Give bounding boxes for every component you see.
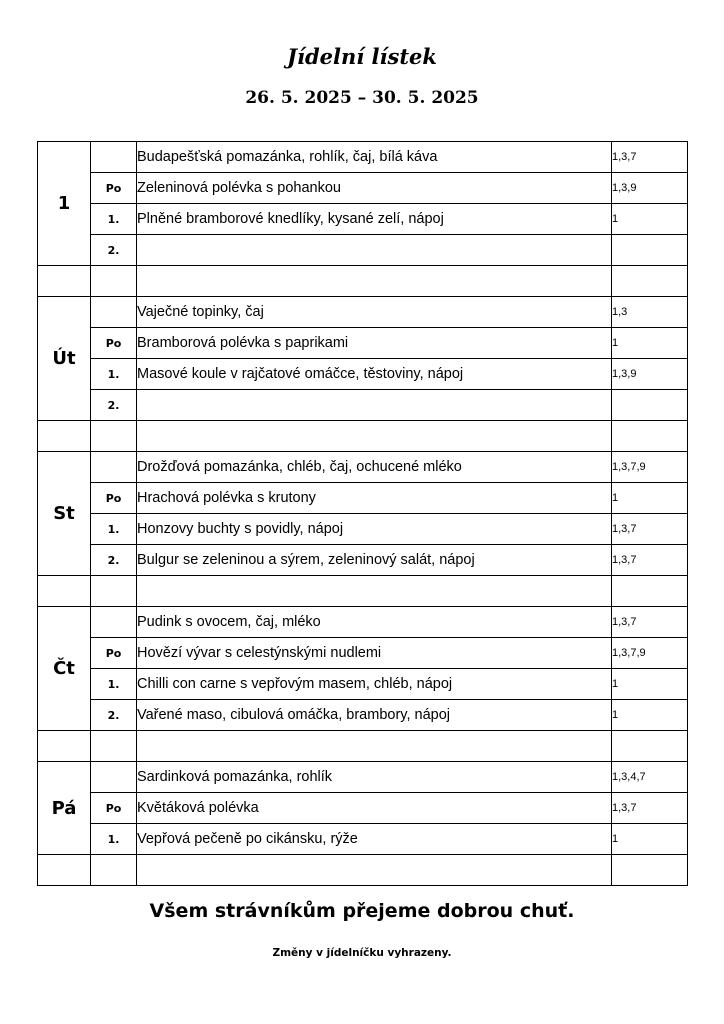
separator-row — [38, 421, 688, 452]
dish-name: Vepřová pečeně po cikánsku, rýže — [137, 824, 612, 855]
empty-cell — [612, 266, 688, 297]
table-row — [38, 638, 688, 669]
table-row — [38, 669, 688, 700]
dish-name: Hrachová polévka s krutony — [137, 483, 612, 514]
allergen-codes: 1 — [612, 669, 688, 700]
empty-cell — [38, 731, 91, 762]
allergen-codes: 1,3,7,9 — [612, 452, 688, 483]
allergen-codes — [612, 390, 688, 421]
empty-cell — [38, 576, 91, 607]
day-label: Út — [38, 297, 91, 421]
table-row — [38, 235, 688, 266]
course-type — [91, 452, 137, 483]
empty-cell — [91, 855, 137, 886]
table-row — [38, 452, 688, 483]
empty-cell — [612, 576, 688, 607]
dish-name: Hovězí vývar s celestýnskými nudlemi — [137, 638, 612, 669]
dish-name: Masové koule v rajčatové omáčce, těstoviny, nápoj — [137, 359, 612, 390]
course-type: Po — [91, 328, 137, 359]
allergen-codes — [612, 235, 688, 266]
day-label: Čt — [38, 607, 91, 731]
course-type: 1. — [91, 204, 137, 235]
allergen-codes: 1,3,7,9 — [612, 638, 688, 669]
table-row — [38, 514, 688, 545]
empty-cell — [38, 855, 91, 886]
menu-table — [37, 141, 688, 886]
course-type: Po — [91, 638, 137, 669]
empty-cell — [137, 421, 612, 452]
table-row — [38, 173, 688, 204]
allergen-codes: 1,3,7 — [612, 142, 688, 173]
course-type: 1. — [91, 359, 137, 390]
dish-name: Plněné bramborové knedlíky, kysané zelí, nápoj — [137, 204, 612, 235]
empty-cell — [137, 731, 612, 762]
dish-name: Chilli con carne s vepřovým masem, chléb, nápoj — [137, 669, 612, 700]
table-row — [38, 204, 688, 235]
table-row — [38, 545, 688, 576]
course-type: 1. — [91, 669, 137, 700]
allergen-codes: 1 — [612, 700, 688, 731]
allergen-codes: 1,3,7 — [612, 793, 688, 824]
day-label: Pá — [38, 762, 91, 855]
day-label: 1 — [38, 142, 91, 266]
course-type: Po — [91, 173, 137, 204]
dish-name: Budapešťská pomazánka, rohlík, čaj, bílá káva — [137, 142, 612, 173]
dish-name — [137, 390, 612, 421]
course-type: Po — [91, 483, 137, 514]
course-type — [91, 297, 137, 328]
table-row — [38, 483, 688, 514]
dish-name: Zeleninová polévka s pohankou — [137, 173, 612, 204]
empty-cell — [612, 421, 688, 452]
day-label: St — [38, 452, 91, 576]
allergen-codes: 1 — [612, 204, 688, 235]
allergen-codes: 1,3,9 — [612, 359, 688, 390]
course-type — [91, 607, 137, 638]
footer-greeting: Všem strávníkům přejeme dobrou chuť. — [149, 900, 575, 922]
course-type: 2. — [91, 390, 137, 421]
allergen-codes: 1,3,7 — [612, 514, 688, 545]
course-type: 1. — [91, 514, 137, 545]
allergen-codes: 1,3,9 — [612, 173, 688, 204]
table-row — [38, 328, 688, 359]
dish-name: Drožďová pomazánka, chléb, čaj, ochucené mléko — [137, 452, 612, 483]
dish-name: Vaječné topinky, čaj — [137, 297, 612, 328]
page-title: Jídelní lístek — [287, 44, 437, 69]
allergen-codes: 1,3,7 — [612, 607, 688, 638]
allergen-codes: 1 — [612, 824, 688, 855]
allergen-codes: 1 — [612, 483, 688, 514]
dish-name: Bramborová polévka s paprikami — [137, 328, 612, 359]
allergen-codes: 1 — [612, 328, 688, 359]
menu-table-body — [38, 142, 688, 886]
separator-row — [38, 266, 688, 297]
course-type: Po — [91, 793, 137, 824]
course-type: 2. — [91, 700, 137, 731]
empty-cell — [137, 576, 612, 607]
table-row — [38, 700, 688, 731]
empty-cell — [38, 266, 91, 297]
dish-name: Pudink s ovocem, čaj, mléko — [137, 607, 612, 638]
dish-name: Sardinková pomazánka, rohlík — [137, 762, 612, 793]
table-row — [38, 762, 688, 793]
date-range: 26. 5. 2025 – 30. 5. 2025 — [245, 88, 479, 108]
dish-name: Květáková polévka — [137, 793, 612, 824]
allergen-codes: 1,3,4,7 — [612, 762, 688, 793]
course-type: 2. — [91, 235, 137, 266]
table-row — [38, 824, 688, 855]
allergen-codes: 1,3,7 — [612, 545, 688, 576]
table-row — [38, 793, 688, 824]
dish-name: Vařené maso, cibulová omáčka, brambory, nápoj — [137, 700, 612, 731]
empty-cell — [91, 266, 137, 297]
empty-cell — [91, 576, 137, 607]
separator-row — [38, 855, 688, 886]
table-row — [38, 297, 688, 328]
table-row — [38, 142, 688, 173]
separator-row — [38, 731, 688, 762]
empty-cell — [137, 855, 612, 886]
empty-cell — [612, 731, 688, 762]
allergen-codes: 1,3 — [612, 297, 688, 328]
empty-cell — [38, 421, 91, 452]
separator-row — [38, 576, 688, 607]
course-type: 1. — [91, 824, 137, 855]
dish-name: Bulgur se zeleninou a sýrem, zeleninový salát, nápoj — [137, 545, 612, 576]
empty-cell — [612, 855, 688, 886]
table-row — [38, 607, 688, 638]
dish-name — [137, 235, 612, 266]
table-row — [38, 390, 688, 421]
dish-name: Honzovy buchty s povidly, nápoj — [137, 514, 612, 545]
empty-cell — [91, 731, 137, 762]
empty-cell — [137, 266, 612, 297]
course-type — [91, 142, 137, 173]
footer-note: Změny v jídelníčku vyhrazeny. — [272, 947, 452, 959]
empty-cell — [91, 421, 137, 452]
course-type — [91, 762, 137, 793]
table-row — [38, 359, 688, 390]
course-type: 2. — [91, 545, 137, 576]
